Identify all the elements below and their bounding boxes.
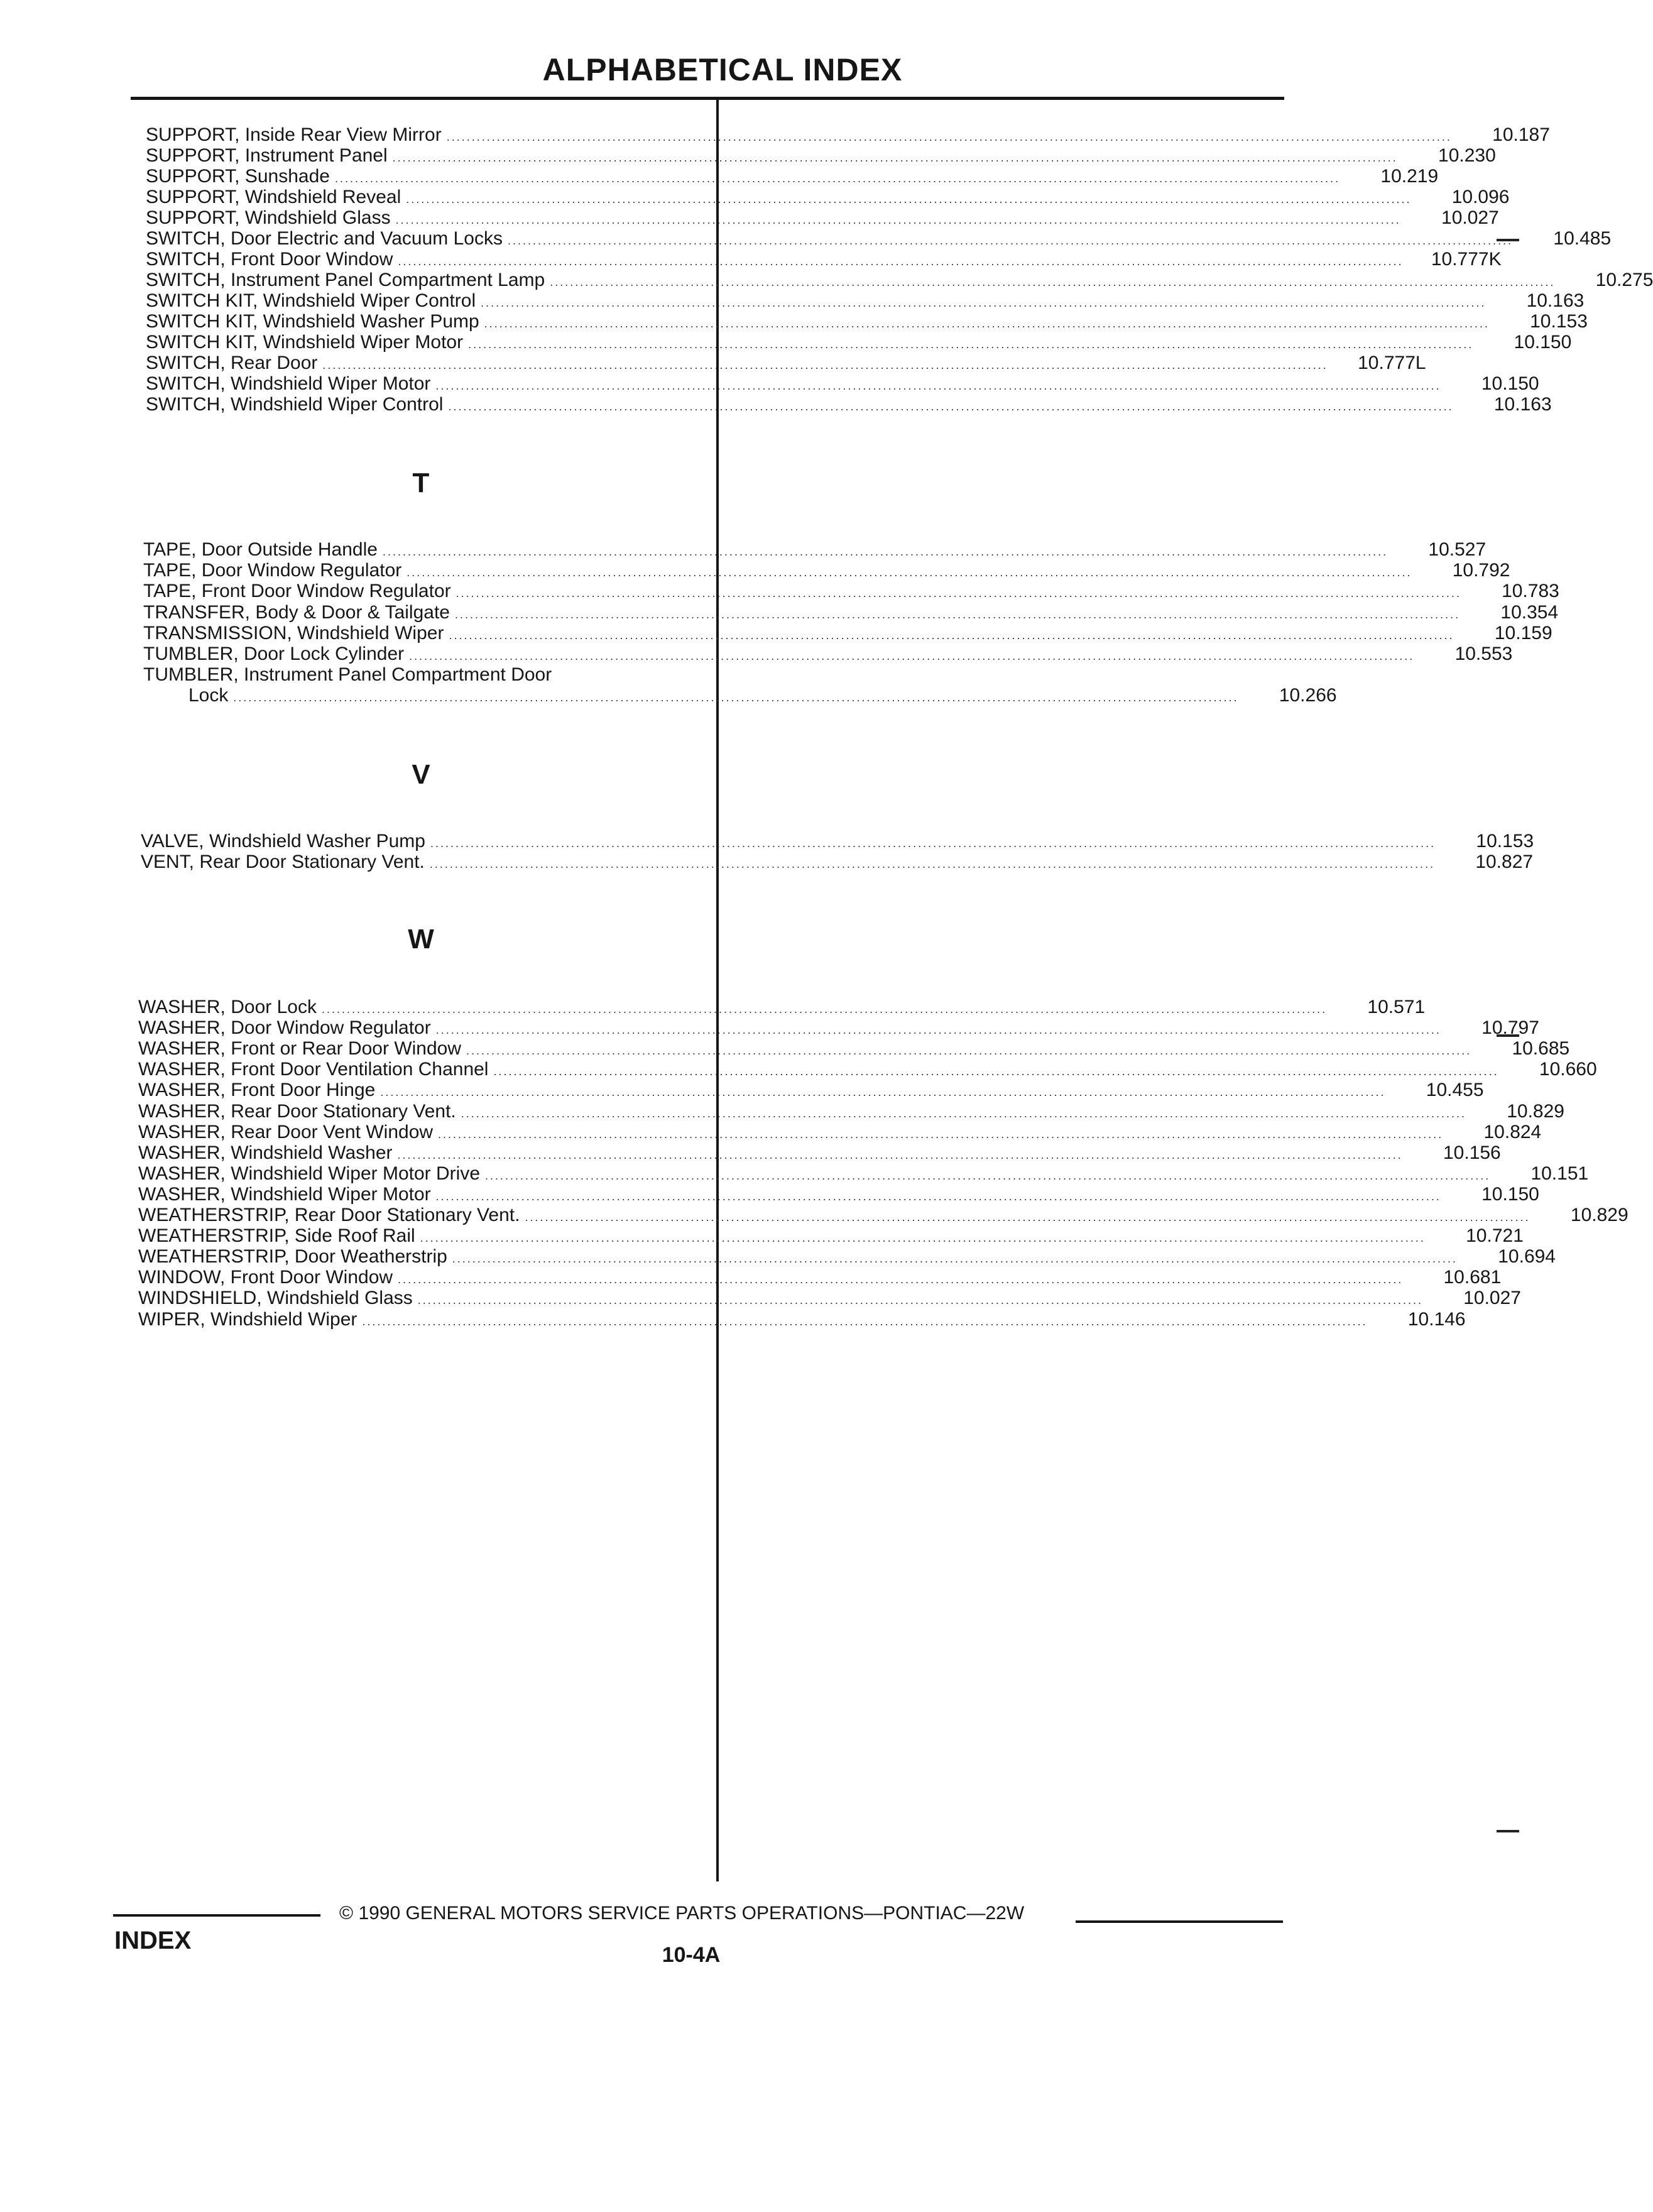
index-entry-page: 10.153 bbox=[1476, 831, 1534, 851]
index-entry-label: SWITCH, Door Electric and Vacuum Locks bbox=[146, 228, 503, 249]
index-entry-page: 10.150 bbox=[1481, 373, 1539, 394]
index-entry bbox=[146, 290, 1585, 314]
index-entry-label: TRANSFER, Body & Door & Tailgate bbox=[143, 601, 450, 623]
section-letter: V bbox=[412, 759, 430, 790]
index-entry-label: WEATHERSTRIP, Rear Door Stationary Vent. bbox=[138, 1205, 520, 1225]
index-entry-label: WINDOW, Front Door Window bbox=[138, 1267, 393, 1288]
index-entry bbox=[138, 1017, 1539, 1041]
index-entry-label: WASHER, Front Door Hinge bbox=[138, 1080, 376, 1101]
index-entry-page: 10.829 bbox=[1570, 1205, 1628, 1225]
index-entry bbox=[138, 1163, 1589, 1186]
index-entry bbox=[138, 1246, 1556, 1269]
index-entry-page: 10.187 bbox=[1492, 124, 1550, 145]
dot-leader: ........................................................................................................................................................................................................ bbox=[456, 587, 1461, 600]
index-entry-label: WEATHERSTRIP, Door Weatherstrip bbox=[138, 1246, 447, 1268]
index-entry bbox=[146, 207, 1499, 231]
dot-leader: ........................................................................................................................................................................................................ bbox=[321, 1003, 1328, 1016]
index-entry-label: TAPE, Door Outside Handle bbox=[143, 539, 378, 560]
index-entry-page: 10.827 bbox=[1475, 851, 1534, 872]
index-entry bbox=[138, 1121, 1542, 1145]
index-entry bbox=[138, 1205, 1628, 1228]
index-entry-label: SWITCH, Front Door Window bbox=[146, 249, 393, 270]
index-entry bbox=[138, 1225, 1524, 1249]
index-entry-page: 10.027 bbox=[1463, 1288, 1521, 1309]
dot-leader: ........................................................................................................................................................................................................ bbox=[233, 691, 1239, 704]
index-entry-page: 10.553 bbox=[1454, 643, 1513, 664]
index-entry-label: WASHER, Windshield Wiper Motor bbox=[138, 1183, 431, 1205]
index-entry-label: WASHER, Windshield Wiper Motor Drive bbox=[138, 1163, 480, 1184]
index-entry-label: TAPE, Front Door Window Regulator bbox=[143, 581, 451, 602]
index-entry-label: SWITCH, Windshield Wiper Control bbox=[146, 394, 444, 415]
index-entry bbox=[146, 249, 1502, 272]
dot-leader: ........................................................................................................................................................................................................ bbox=[435, 380, 1441, 392]
index-entry bbox=[146, 394, 1552, 417]
index-entry-page: 10.829 bbox=[1507, 1100, 1564, 1122]
index-entry-label: TRANSMISSION, Windshield Wiper bbox=[143, 622, 444, 643]
index-entry-page: 10.777K bbox=[1431, 249, 1502, 270]
index-entry bbox=[138, 1267, 1502, 1290]
footer-rule-right bbox=[1076, 1920, 1283, 1923]
index-entry-label: WASHER, Door Window Regulator bbox=[138, 1017, 431, 1039]
dot-leader: ........................................................................................................................................................................................................ bbox=[429, 858, 1436, 870]
dot-leader: ........................................................................................................................................................................................................ bbox=[468, 338, 1474, 351]
page-number: 10-4A bbox=[662, 1943, 721, 1967]
index-entry bbox=[138, 1080, 1484, 1103]
section-letter: T bbox=[412, 468, 430, 498]
dot-leader: ........................................................................................................................................................................................................ bbox=[398, 1273, 1404, 1286]
index-entry bbox=[143, 560, 1510, 583]
index-entry-label: SWITCH, Rear Door bbox=[146, 353, 318, 373]
index-entry-label: WIPER, Windshield Wiper bbox=[138, 1308, 357, 1330]
index-entry bbox=[141, 851, 1534, 875]
dot-leader: ........................................................................................................................................................................................................ bbox=[322, 359, 1328, 371]
index-entry bbox=[138, 1100, 1564, 1124]
index-entry-page: 10.455 bbox=[1426, 1080, 1484, 1101]
index-entry-label: SWITCH KIT, Windshield Wiper Control bbox=[146, 290, 476, 311]
index-entry bbox=[188, 685, 1337, 708]
index-entry bbox=[138, 1288, 1521, 1311]
index-entry-page: 10.027 bbox=[1441, 207, 1499, 228]
index-entry-page: 10.163 bbox=[1526, 290, 1585, 311]
index-entry-label: SWITCH KIT, Windshield Wiper Motor bbox=[146, 332, 464, 353]
dot-leader: ........................................................................................................................................................................................................ bbox=[493, 1065, 1499, 1078]
index-entry bbox=[146, 124, 1550, 148]
index-entry-label: TAPE, Door Window Regulator bbox=[143, 560, 402, 581]
dot-leader: ........................................................................................................................................................................................................ bbox=[417, 1294, 1423, 1307]
index-entry bbox=[146, 187, 1510, 210]
dot-leader: ........................................................................................................................................................................................................ bbox=[398, 255, 1404, 268]
index-entry-label: WASHER, Windshield Washer bbox=[138, 1142, 393, 1163]
index-entry-label: SUPPORT, Windshield Reveal bbox=[146, 187, 401, 207]
dot-leader: ........................................................................................................................................................................................................ bbox=[466, 1044, 1472, 1058]
dot-leader: ........................................................................................................................................................................................................ bbox=[438, 1127, 1444, 1141]
index-entry bbox=[138, 1059, 1597, 1082]
index-entry bbox=[146, 228, 1612, 251]
index-entry-page: 10.792 bbox=[1452, 560, 1510, 581]
index-entry-page: 10.777L bbox=[1358, 353, 1426, 373]
index-entry bbox=[143, 601, 1559, 625]
index-entry-page: 10.571 bbox=[1367, 997, 1426, 1017]
index-entry bbox=[143, 539, 1487, 562]
index-entry-page: 10.159 bbox=[1494, 622, 1552, 643]
index-entry-page: 10.219 bbox=[1380, 166, 1439, 187]
index-entry bbox=[146, 332, 1572, 355]
dot-leader: ........................................................................................................................................................................................................ bbox=[484, 317, 1490, 330]
index-entry-continuation: Lock bbox=[188, 685, 229, 706]
dot-leader: ........................................................................................................................................................................................................ bbox=[380, 1086, 1386, 1099]
index-entry-page: 10.354 bbox=[1500, 601, 1559, 623]
index-entry-label: TUMBLER, Instrument Panel Compartment Door bbox=[143, 664, 552, 686]
title-rule bbox=[131, 97, 1284, 100]
index-entry bbox=[143, 643, 1513, 667]
dot-leader: ........................................................................................................................................................................................................ bbox=[507, 234, 1514, 247]
index-entry-label: SUPPORT, Instrument Panel bbox=[146, 145, 388, 166]
index-entry bbox=[138, 1308, 1466, 1332]
section-letter: W bbox=[408, 924, 434, 955]
index-entry-page: 10.150 bbox=[1481, 1183, 1539, 1205]
index-entry-page: 10.685 bbox=[1512, 1038, 1570, 1059]
index-entry-page: 10.721 bbox=[1466, 1225, 1524, 1247]
index-entry-label: SWITCH, Instrument Panel Compartment Lamp bbox=[146, 270, 545, 290]
dot-leader: ........................................................................................................................................................................................................ bbox=[430, 837, 1436, 850]
index-entry-page: 10.230 bbox=[1438, 145, 1496, 166]
index-entry bbox=[146, 166, 1439, 189]
index-entry bbox=[146, 373, 1539, 397]
index-entry bbox=[138, 997, 1426, 1020]
dot-leader: ........................................................................................................................................................................................................ bbox=[420, 1232, 1426, 1245]
index-entry-label: SUPPORT, Sunshade bbox=[146, 166, 330, 187]
index-entry-label: WASHER, Rear Door Vent Window bbox=[138, 1121, 434, 1142]
index-entry bbox=[146, 270, 1653, 293]
dot-leader: ........................................................................................................................................................................................................ bbox=[452, 1252, 1458, 1266]
dot-leader: ........................................................................................................................................................................................................ bbox=[406, 566, 1412, 579]
index-entry bbox=[146, 353, 1426, 376]
index-entry-page: 10.797 bbox=[1481, 1017, 1539, 1039]
dot-leader: ........................................................................................................................................................................................................ bbox=[435, 1190, 1441, 1203]
index-entry-label: WASHER, Front or Rear Door Window bbox=[138, 1038, 462, 1059]
index-entry bbox=[138, 1038, 1570, 1061]
index-entry-page: 10.783 bbox=[1502, 581, 1559, 602]
dot-leader: ........................................................................................................................................................................................................ bbox=[397, 1148, 1403, 1161]
dot-leader: ........................................................................................................................................................................................................ bbox=[406, 193, 1412, 205]
footer-section-label: INDEX bbox=[114, 1927, 192, 1954]
index-entry-label: WEATHERSTRIP, Side Roof Rail bbox=[138, 1225, 415, 1247]
page-title: ALPHABETICAL INDEX bbox=[542, 52, 903, 87]
index-entry-label: SUPPORT, Inside Rear View Mirror bbox=[146, 124, 442, 145]
index-entry-label: SWITCH KIT, Windshield Washer Pump bbox=[146, 311, 479, 332]
index-entry-page: 10.527 bbox=[1428, 539, 1487, 560]
index-entry bbox=[138, 1142, 1501, 1166]
index-entry-page: 10.153 bbox=[1530, 311, 1588, 332]
index-entry bbox=[141, 831, 1534, 854]
index-entry-page: 10.266 bbox=[1279, 685, 1337, 706]
dot-leader: ........................................................................................................................................................................................................ bbox=[550, 276, 1556, 288]
edge-tick-mark bbox=[1497, 1830, 1519, 1832]
index-entry-page: 10.151 bbox=[1530, 1163, 1589, 1184]
dot-leader: ........................................................................................................................................................................................................ bbox=[454, 608, 1461, 621]
index-entry-page: 10.660 bbox=[1539, 1059, 1597, 1080]
index-entry bbox=[146, 311, 1588, 334]
index-entry-page: 10.163 bbox=[1493, 394, 1552, 415]
dot-leader: ........................................................................................................................................................................................................ bbox=[334, 172, 1341, 185]
index-entry-label: VENT, Rear Door Stationary Vent. bbox=[141, 851, 425, 872]
index-entry-label: WASHER, Front Door Ventilation Channel bbox=[138, 1059, 489, 1080]
index-entry-label: WASHER, Door Lock bbox=[138, 997, 317, 1017]
index-entry-label: WASHER, Rear Door Stationary Vent. bbox=[138, 1100, 456, 1122]
dot-leader: ........................................................................................................................................................................................................ bbox=[435, 1024, 1441, 1037]
index-entry-page: 10.096 bbox=[1451, 187, 1510, 207]
index-entry bbox=[143, 622, 1552, 646]
index-entry-page: 10.156 bbox=[1443, 1142, 1501, 1163]
dot-leader: ........................................................................................................................................................................................................ bbox=[461, 1107, 1466, 1120]
index-entry-label: VALVE, Windshield Washer Pump bbox=[141, 831, 425, 851]
index-entry-label: SUPPORT, Windshield Glass bbox=[146, 207, 391, 228]
index-entry-label: TUMBLER, Door Lock Cylinder bbox=[143, 643, 405, 664]
index-entry-page: 10.824 bbox=[1483, 1121, 1542, 1142]
index-entry-page: 10.485 bbox=[1553, 228, 1612, 249]
index-entry bbox=[143, 581, 1559, 604]
footer-rule-left bbox=[113, 1914, 320, 1917]
dot-leader: ........................................................................................................................................................................................................ bbox=[362, 1315, 1368, 1328]
dot-leader: ........................................................................................................................................................................................................ bbox=[409, 650, 1415, 662]
index-entry bbox=[146, 145, 1496, 168]
dot-leader: ........................................................................................................................................................................................................ bbox=[392, 151, 1398, 164]
index-entry-page: 10.694 bbox=[1498, 1246, 1556, 1268]
dot-leader: ........................................................................................................................................................................................................ bbox=[525, 1211, 1530, 1224]
index-entry-label: WINDSHIELD, Windshield Glass bbox=[138, 1288, 413, 1309]
dot-leader: ........................................................................................................................................................................................................ bbox=[449, 628, 1454, 642]
dot-leader: ........................................................................................................................................................................................................ bbox=[446, 131, 1452, 143]
index-entry-page: 10.275 bbox=[1595, 270, 1653, 290]
index-entry-page: 10.681 bbox=[1443, 1267, 1502, 1288]
index-entry-label: SWITCH, Windshield Wiper Motor bbox=[146, 373, 431, 394]
dot-leader: ........................................................................................................................................................................................................ bbox=[485, 1169, 1491, 1182]
index-entry-page: 10.150 bbox=[1514, 332, 1572, 353]
dot-leader: ........................................................................................................................................................................................................ bbox=[382, 545, 1388, 558]
dot-leader: ........................................................................................................................................................................................................ bbox=[395, 214, 1401, 226]
dot-leader: ........................................................................................................................................................................................................ bbox=[448, 400, 1454, 413]
footer-copyright: © 1990 GENERAL MOTORS SERVICE PARTS OPERATIONS—PONTIAC—22W bbox=[339, 1903, 1025, 1924]
index-entry bbox=[138, 1183, 1539, 1207]
index-entry-page: 10.146 bbox=[1407, 1308, 1466, 1330]
dot-leader: ........................................................................................................................................................................................................ bbox=[481, 297, 1487, 309]
